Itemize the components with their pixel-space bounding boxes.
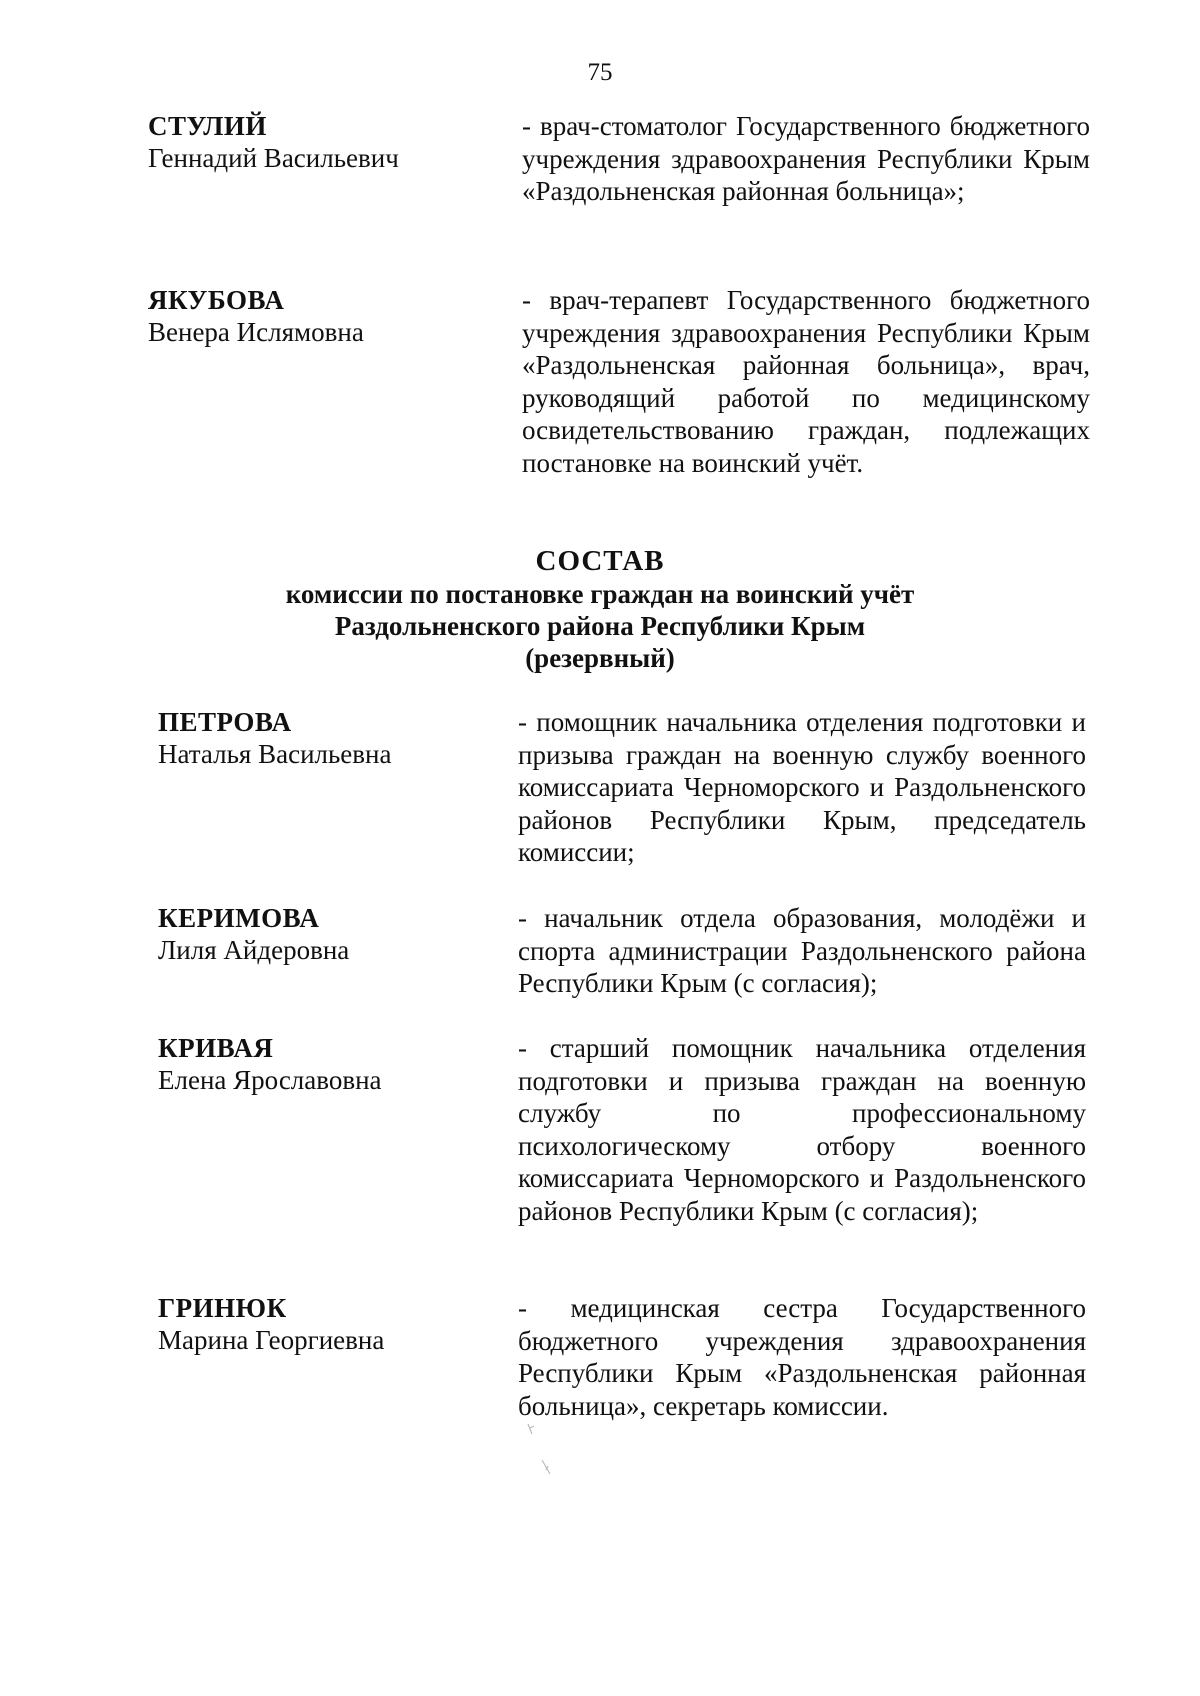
scan-artifact xyxy=(520,1420,580,1490)
member-name-block xyxy=(148,284,364,348)
member-description: - врач-терапевт Государственного бюджетного учреждения здравоохранения Республики Крым «Раздольненская районная больница», врач, руководящий работой по медицинскому освидетельствованию граждан, подлежащих постановке на воинский учёт. xyxy=(522,285,1090,478)
member-name-block xyxy=(148,110,399,174)
heading-title: СОСТАВ xyxy=(535,545,665,577)
member-description: - медицинская сестра Государственного бюджетного учреждения здравоохранения Республики Крым «Раздольненская районная больница», секретарь комиссии. xyxy=(518,1293,1086,1421)
member-given-names: Марина Георгиевна xyxy=(158,1325,385,1355)
member-given-names: Елена Ярославовна xyxy=(158,1065,382,1095)
member-surname: ГРИНЮК xyxy=(158,1293,287,1323)
member-surname: КРИВАЯ xyxy=(158,1033,274,1063)
member-name-block xyxy=(158,706,391,770)
member-given-names: Геннадий Васильевич xyxy=(148,143,399,173)
member-given-names: Венера Ислямовна xyxy=(148,317,364,347)
member-given-names: Лиля Айдеровна xyxy=(158,935,350,965)
section-heading xyxy=(0,544,1200,674)
member-name-block xyxy=(158,1032,382,1096)
member-description: - старший помощник начальника отделения подготовки и призыва граждан на военную службу по профессиональному психологическому отбору военного комиссариата Черноморского и Раздольненского районов Республики Крым (с согласия); xyxy=(518,1033,1086,1226)
member-description: - помощник начальника отделения подготовки и призыва граждан на военную службу военного комиссариата Черноморского и Раздольненского районов Республики Крым, председатель комиссии; xyxy=(518,707,1086,867)
member-given-names: Наталья Васильевна xyxy=(158,739,392,769)
heading-line: комиссии по постановке граждан на воинский учёт xyxy=(285,579,915,609)
member-surname: КЕРИМОВА xyxy=(158,903,320,933)
member-description: - врач-стоматолог Государственного бюджетного учреждения здравоохранения Республики Крым «Раздольненская районная больница»; xyxy=(522,111,1090,206)
heading-line: Раздольненского района Республики Крым xyxy=(334,611,866,641)
member-surname: ПЕТРОВА xyxy=(158,707,292,737)
member-name-block xyxy=(158,1292,384,1356)
member-description: - начальник отдела образования, молодёжи и спорта администрации Раздольненского района Республики Крым (с согласия); xyxy=(518,903,1086,998)
heading-line: (резервный) xyxy=(525,643,675,673)
member-name-block xyxy=(158,902,349,966)
member-surname: ЯКУБОВА xyxy=(148,285,285,315)
member-surname: СТУЛИЙ xyxy=(148,111,267,141)
page-number: 75 xyxy=(587,59,613,86)
